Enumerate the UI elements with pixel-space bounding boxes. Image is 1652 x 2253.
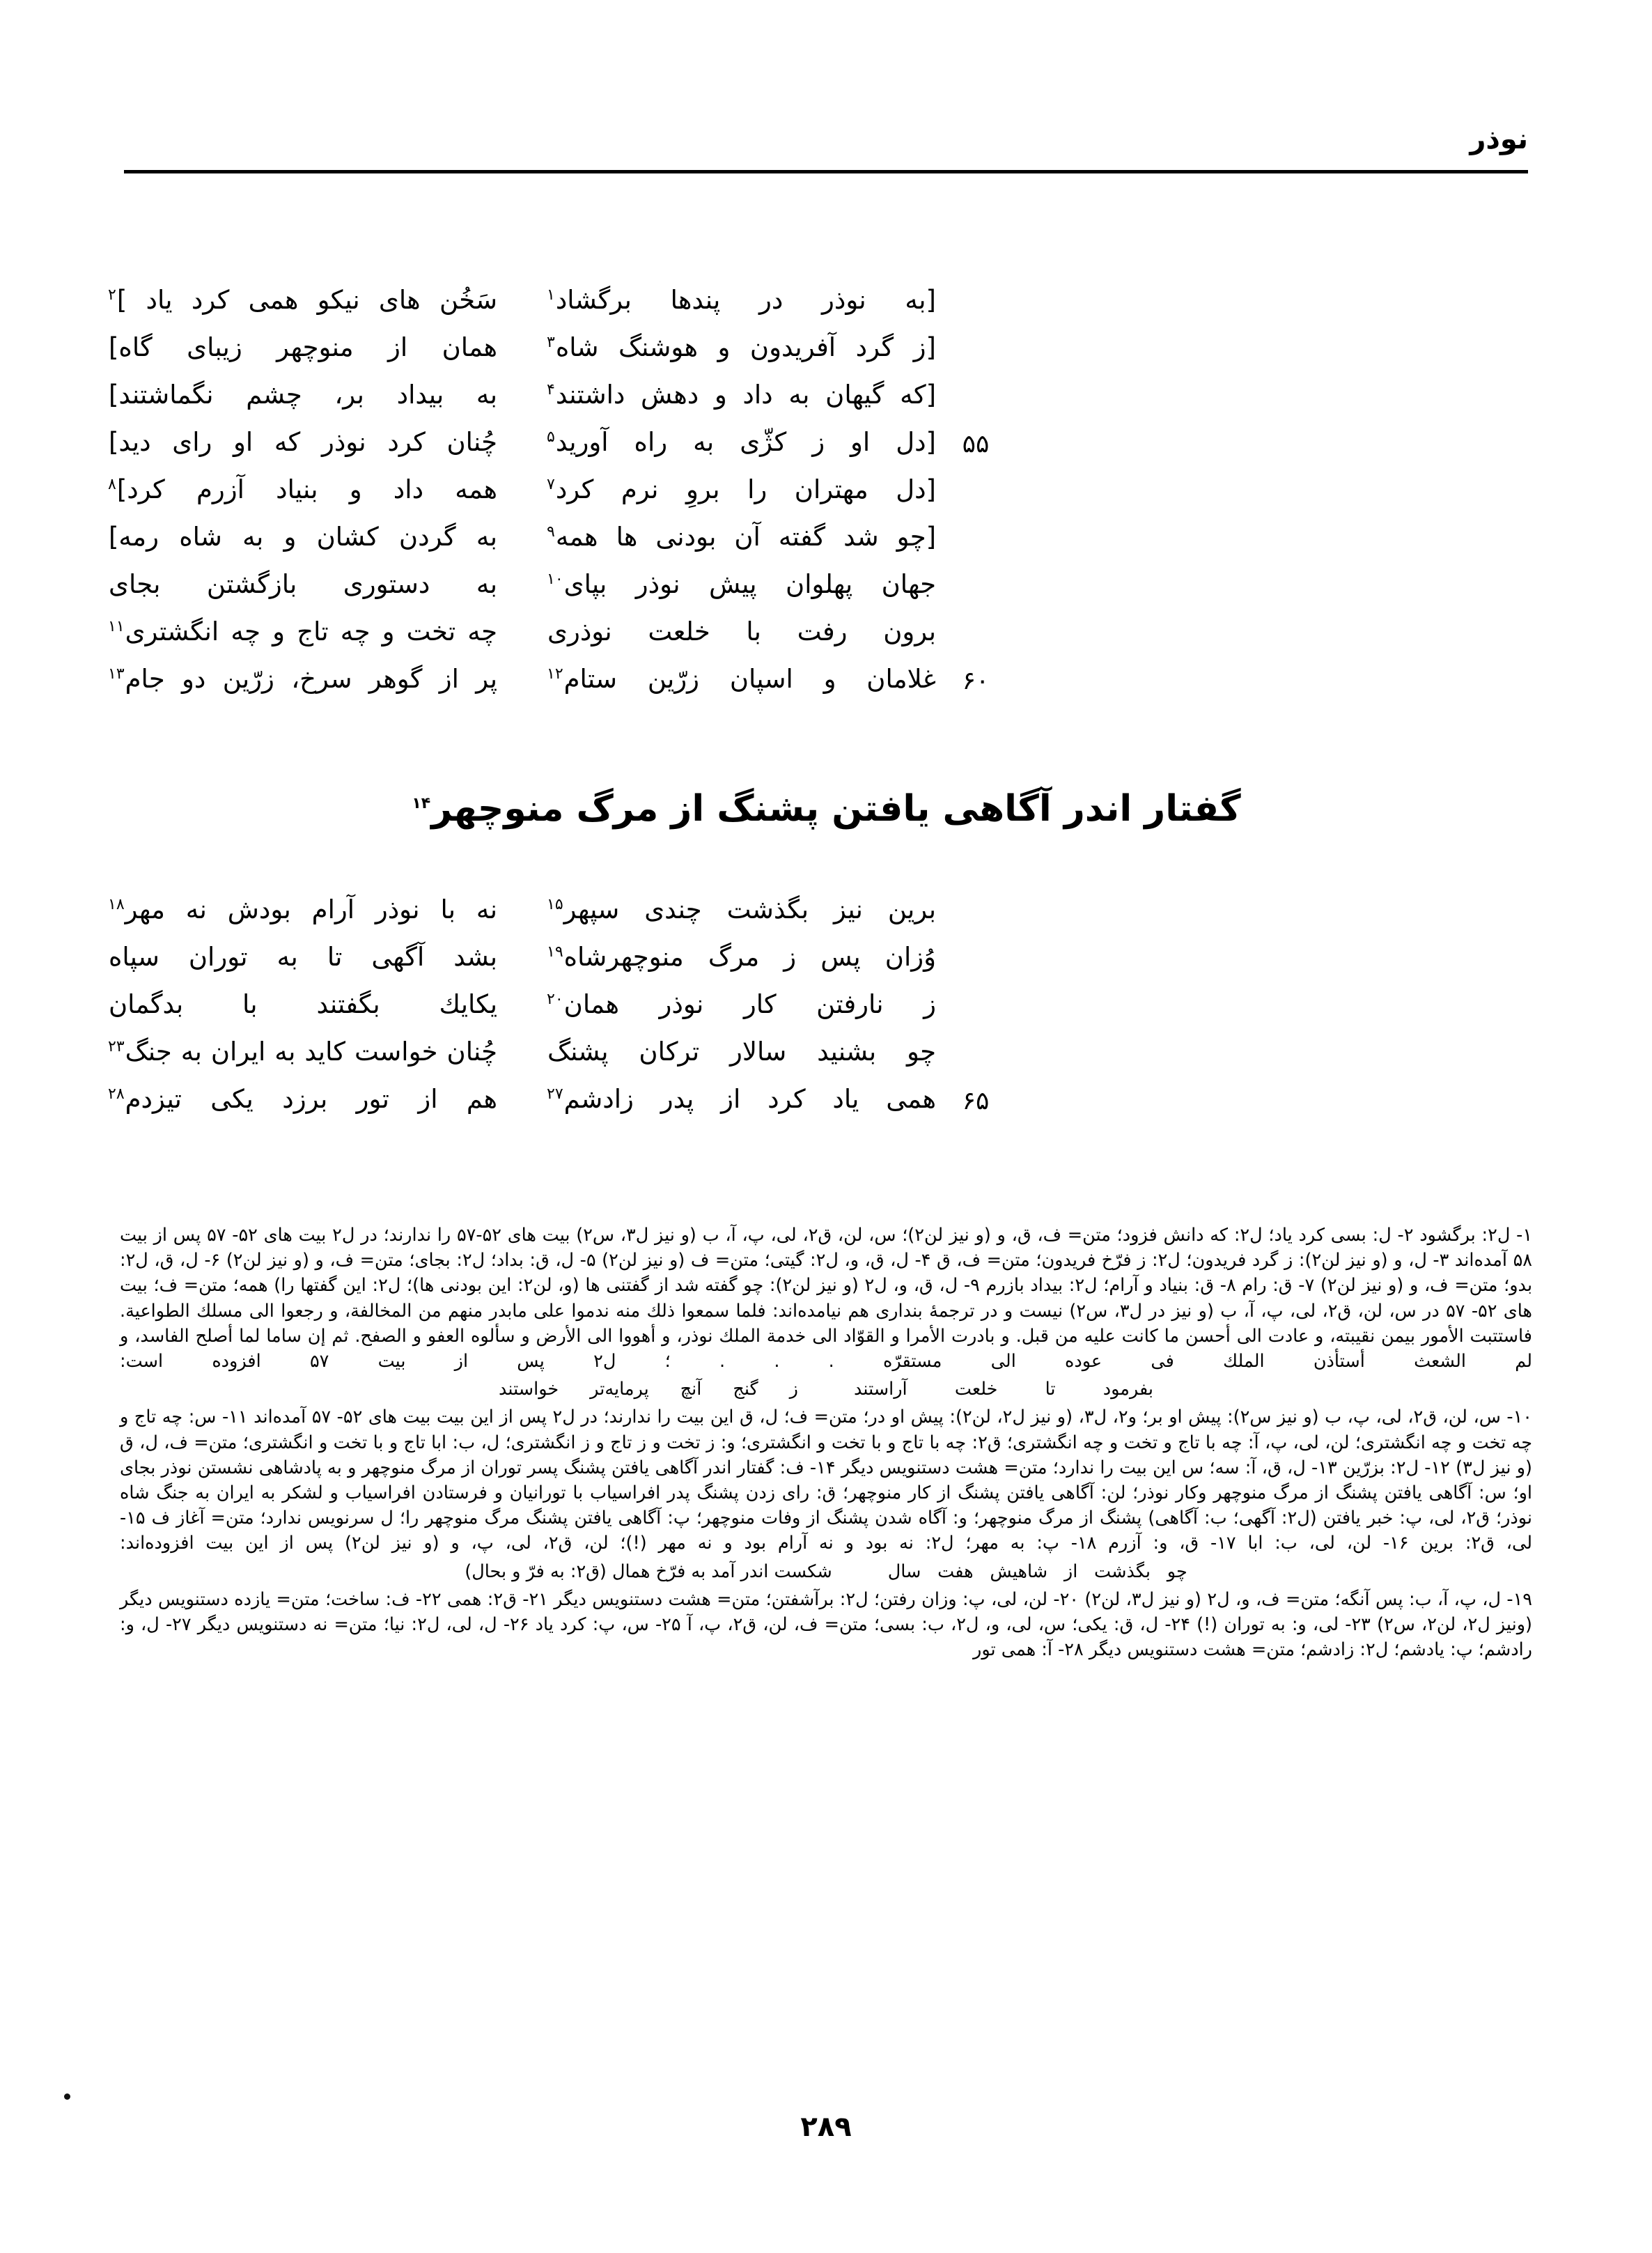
footnote-marker: ۳ <box>547 333 555 351</box>
running-head-title: نوذر <box>1470 123 1528 155</box>
section-heading-text: گفتار اندر آگاهی یافتن پشنگ از مرگ منوچهر <box>431 788 1241 830</box>
running-head <box>124 125 1528 174</box>
hemistich-left <box>107 1085 497 1115</box>
hemistich-right <box>546 617 936 647</box>
footnote-hemistich-left: ز گنج آنچ پرمایه‌تر خواستند <box>499 1379 798 1400</box>
footnote-paragraph: ۱- ل۲: برگشود ۲- ل: بسی کرد یاد؛ ل۲: که دانش فزود؛ متن= ف، ق، و (و نیز لن۲)؛ س، لن، ق۲، لی، پ، آ، ب (و نیز ل۳، س۲) بیت های ۵۲-۵۷ را ندارند؛ در ل۲ بیت های ۵۲- ۵۷ پس از بیت ۵۸ آمده‌اند ۳- ل، و (و نیز لن۲): ز گرد فریدون؛ ل۲: ز فرّخ فریدون؛ متن= ف، ق ۴- ل، ق، و، ل۲: گیتی؛ متن= ف (و نیز لن۲) ۵- ل، ق: بداد؛ ل۲: بجای؛ متن= ف، و (و نیز لن۲) ۶- ل، ق، ل۲: بدو؛ متن= ف، و (و نیز لن۲) ۷- ق: رام ۸- ق: بنیاد و آرام؛ ل۲: بیداد بازرم ۹- ل، ق، و، ل۲ (و نیز لن۲): چو گفته شد از گفتنی ها (و، لن۲: این بودنی ها)؛ ل۲: این گفتها را) همه؛ متن= ف؛ بیت های ۵۲- ۵۷ در س، لن، ق۲، لی، پ، آ، ب (و نیز در ل۳، س۲) نیست و در ترجمهٔ بنداری هم نیامده‌اند: فلما سمعوا ذلك منه ندموا علی مابدر منهم من المخالفة، و رجعوا الی مسلك الطواعیة. فاستتبت الأمور بیمن نقیبته، و عادت الی أحسن ما کانت علیه من قبل. و بادرت الأمرا و القوّاد الی خدمة الملك نوذر، و أهووا الی الأرض و سألوه العفو و الصفح. ثم إن ساما لما أصلح الفاسد، و لم الشعث أستأذن الملك فی عوده الی مستقرّه . . . ؛ ل۲ پس از بیت ۵۷ افزوده است: <box>120 1225 1533 1372</box>
hemistich-right <box>546 333 936 363</box>
hemistich-text: چُنان خواست کاید به ایران به جنگ <box>125 1037 497 1067</box>
couplet <box>109 989 1528 1037</box>
couplet <box>108 1084 1528 1132</box>
footnote-marker: ۱۲ <box>547 665 563 683</box>
hemistich-text: جهان پهلوان پیش نوذر بپای <box>563 569 936 599</box>
footnote-marker: ۱۵ <box>547 895 563 913</box>
footnote-marker: ۸ <box>108 475 116 493</box>
footnote-hemistich-right: بفرمود تا خلعت آراستند <box>854 1379 1153 1400</box>
hemistich-right <box>546 1037 936 1067</box>
hemistich-left <box>107 475 497 505</box>
footnote-marker: ۲۷ <box>547 1085 563 1103</box>
hemistich-left <box>107 522 497 552</box>
hemistich-text: یکایك بگفتند با بدگمان <box>109 989 497 1019</box>
hemistich-text: همی یاد کرد از پدر زادشم <box>563 1084 936 1114</box>
couplet <box>109 332 1528 380</box>
footnote-marker: ۲۳ <box>108 1037 125 1055</box>
hemistich-text: چُنان کرد نوذر که او رای دید] <box>109 427 497 457</box>
hemistich-right <box>546 522 936 552</box>
hemistich-text: سَخُن های نیکو همی کرد یاد ] <box>116 285 497 315</box>
couplet <box>109 427 1528 475</box>
couplet <box>109 522 1528 570</box>
footnote-marker: ۱۹ <box>547 943 563 961</box>
hemistich-text: وُزان پس ز مرگ منوچهرشاه <box>563 942 936 972</box>
hemistich-text: به بیداد بر، چشم نگماشتند] <box>109 380 497 410</box>
hemistich-text: پر از گوهر سرخ، زرّین دو جام <box>125 664 497 694</box>
couplet <box>108 1037 1528 1085</box>
hemistich-right <box>546 895 936 925</box>
hemistich-text: هم از تور برزد یکی تیزدم <box>125 1084 497 1114</box>
print-speck <box>64 2093 70 2100</box>
footnote-marker: ۱۸ <box>108 895 125 913</box>
footnote-inset-couplet <box>120 1559 1532 1584</box>
hemistich-text: [دل او ز کژّی به راه آورید <box>555 427 936 457</box>
footnote-paragraph: ۱۹- ل، پ، آ، ب: پس آنگه؛ متن= ف، و، ل۲ (و نیز ل۳، لن۲) ۲۰- لن، لی، پ: وزان رفتن؛ ل۲: برآشفتن؛ متن= هشت دستنویس دیگر ۲۱- ق۲: همی ۲۲- ف: ساخت؛ متن= یازده دستنویس دیگر (ونیز ل۲، لن۲، س۲) ۲۳- لی، و: به توران (!) ۲۴- ل، ق: یکی؛ س، لی، و، ل۲، ب: بسی؛ متن= ف، لن، ق۲، پ، آ ۲۵- س، پ: کرد یاد ۲۶- ل، لی، ل۲: نیا؛ متن= نه دستنویس دیگر ۲۷- ل، و: رادشم؛ پ: یادشم؛ ل۲: زادشم؛ متن= هشت دستنویس دیگر ۲۸- آ: همی تور <box>120 1588 1533 1661</box>
hemistich-left <box>107 570 497 600</box>
hemistich-text: [چو شد گفته آن بودنی ها همه <box>555 522 936 552</box>
hemistich-right <box>546 475 936 505</box>
couplet <box>109 942 1528 990</box>
hemistich-text: چه تخت و چه تاج و چه انگشتری <box>125 617 497 647</box>
footnote-marker: ۲۸ <box>108 1085 125 1103</box>
footnote-marker: ۵ <box>547 428 555 446</box>
header-rule <box>124 170 1528 173</box>
footnote-marker: ۱۳ <box>108 665 125 683</box>
hemistich-right <box>546 570 936 600</box>
footnote-hemistich-right: چو بگذشت از شاهیش هفت سال <box>887 1561 1187 1582</box>
page-number: ۲۸۹ <box>800 2111 852 2143</box>
hemistich-right <box>546 665 936 695</box>
couplet <box>109 569 1528 617</box>
couplet <box>108 474 1528 522</box>
line-number: ۶۵ <box>962 1087 990 1115</box>
hemistich-text: همان از منوچهر زیبای گاه] <box>109 332 497 362</box>
footnote-marker: ۴ <box>547 380 555 398</box>
couplet <box>108 285 1528 333</box>
hemistich-right <box>546 943 936 973</box>
hemistich-text: به گردن کشان و به شاه رمه] <box>109 522 497 552</box>
hemistich-text: برین نیز بگذشت چندی سپهر <box>563 895 936 924</box>
section-heading <box>124 787 1528 830</box>
hemistich-text: برون رفت با خلعت نوذری <box>547 617 936 647</box>
verse-block-two <box>108 895 1528 1132</box>
hemistich-right <box>546 990 936 1020</box>
footnote-marker: ۲۰ <box>547 990 563 1008</box>
hemistich-right <box>546 286 936 316</box>
hemistich-left <box>107 943 497 973</box>
hemistich-text: چو بشنید سالار ترکان پشنگ <box>547 1037 936 1067</box>
hemistich-text: ز نارفتن کار نوذر همان <box>563 989 936 1019</box>
footnote-inset-couplet <box>120 1377 1532 1402</box>
footnote-hemistich-left: شکست اندر آمد به فرّخ همال (ق۲: به فرّ و بحال) <box>465 1561 832 1582</box>
couplet <box>108 664 1528 712</box>
hemistich-left <box>107 286 497 316</box>
hemistich-left <box>107 895 497 925</box>
hemistich-text: نه با نوذر آرام بودش نه مهر <box>125 895 497 924</box>
footnote-marker: ۹ <box>547 522 555 541</box>
hemistich-right <box>546 428 936 458</box>
hemistich-text: [ز گرد آفریدون و هوشنگ شاه <box>555 332 936 362</box>
line-number: ۶۰ <box>962 667 990 695</box>
verse-block-one <box>108 285 1528 712</box>
footnote-marker: ۱۱ <box>108 617 125 635</box>
hemistich-text: به دستوری بازگشتن بجای <box>109 569 497 599</box>
hemistich-text: [که گیهان به داد و دهش داشتند <box>555 380 936 410</box>
hemistich-text: همه داد و بنیاد آزرم کرد] <box>116 474 497 504</box>
couplet <box>108 895 1528 943</box>
footnote-paragraph: ۱۰- س، لن، ق۲، لی، پ، ب (و نیز س۲): پیش او بر؛ و۲، ل۳، (و نیز ل۲، لن۲): پیش او در؛ متن= ف؛ ل، ق این بیت را ندارند؛ در ل۲ پس از این بیت بیت های ۵۲- ۵۷ آمده‌اند ۱۱- س: چه تاج و چه تخت و چه انگشتری؛ لن، لی، پ، آ: چه با تاج و تخت و چه انگشتری؛ ق۲: چه با تاج و با تخت و انگشتری؛ و: ز تخت و ز تاج و ز انگشتری؛ ل، ب: ابا تاج و با تخت و انگشتری؛ متن= ف، ل، ق (و نیز ل۳) ۱۲- ل۲: بزرّین ۱۳- ل، ق، آ: سه؛ س این بیت را ندارد؛ متن= هشت دستنویس دیگر ۱۴- ف: گفتار اندر آگاهی یافتن پشنگ پسر توران از مرگ منوچهر و به پادشاهی نشستن نوذر بجای او؛ س: آگاهی یافتن پشنگ از مرگ منوچهر وکار نوذر؛ لن: آگاهی یافتن پشنگ از کار منوچهر؛ ق: رای زدن پشنگ پدر افراسیاب با تورانیان و فرستادن افراسیاب و لشکر به ایران به جنگ شاه نوذر؛ ق۲، لی، پ: خبر یافتن (ل۲: آگهی؛ ب: آگاهی) پشنگ از مرگ منوچهر؛ و: آگاه شدن پشنگ از وفات منوچهر؛ پ: آگاهی یافتن پشنگ مرگ منوچهر را؛ ل سرنویس ندارد؛ متن= آغاز ف ۱۵- لی، ق۲: برین ۱۶- لن، لی، ب: ابا ۱۷- ق، و: آزرم ۱۸- پ: به مهر؛ ل۲: نه بود و نه آرام بود و نه مهر (!)؛ لن، ق۲، لی، پ، و (و نیز لن۲) پس از این بیت افزوده‌اند: <box>120 1407 1533 1554</box>
hemistich-text: غلامان و اسپان زرّین ستام <box>563 664 936 694</box>
hemistich-right <box>546 1085 936 1115</box>
hemistich-left <box>107 990 497 1020</box>
hemistich-text: بشد آگهی تا به توران سپاه <box>109 942 497 972</box>
hemistich-left <box>107 428 497 458</box>
hemistich-left <box>107 1037 497 1067</box>
footnote-marker: ۲ <box>108 286 116 304</box>
footnote-marker: ۱۰ <box>547 570 563 588</box>
footnote-marker: ۷ <box>547 475 555 493</box>
footnote-marker: ۱۴ <box>412 794 431 812</box>
hemistich-left <box>107 380 497 410</box>
couplet <box>109 380 1528 428</box>
footnote-marker: ۱ <box>547 286 555 304</box>
hemistich-left <box>107 333 497 363</box>
footnote-apparatus <box>120 1223 1532 1662</box>
hemistich-left <box>107 665 497 695</box>
hemistich-text: [به نوذر در پندها برگشاد <box>555 285 936 315</box>
hemistich-text: [دل مهتران را بروِ نرم کرد <box>555 474 936 504</box>
line-number: ۵۵ <box>962 430 990 458</box>
hemistich-right <box>546 380 936 410</box>
couplet <box>108 617 1528 665</box>
hemistich-left <box>107 617 497 647</box>
